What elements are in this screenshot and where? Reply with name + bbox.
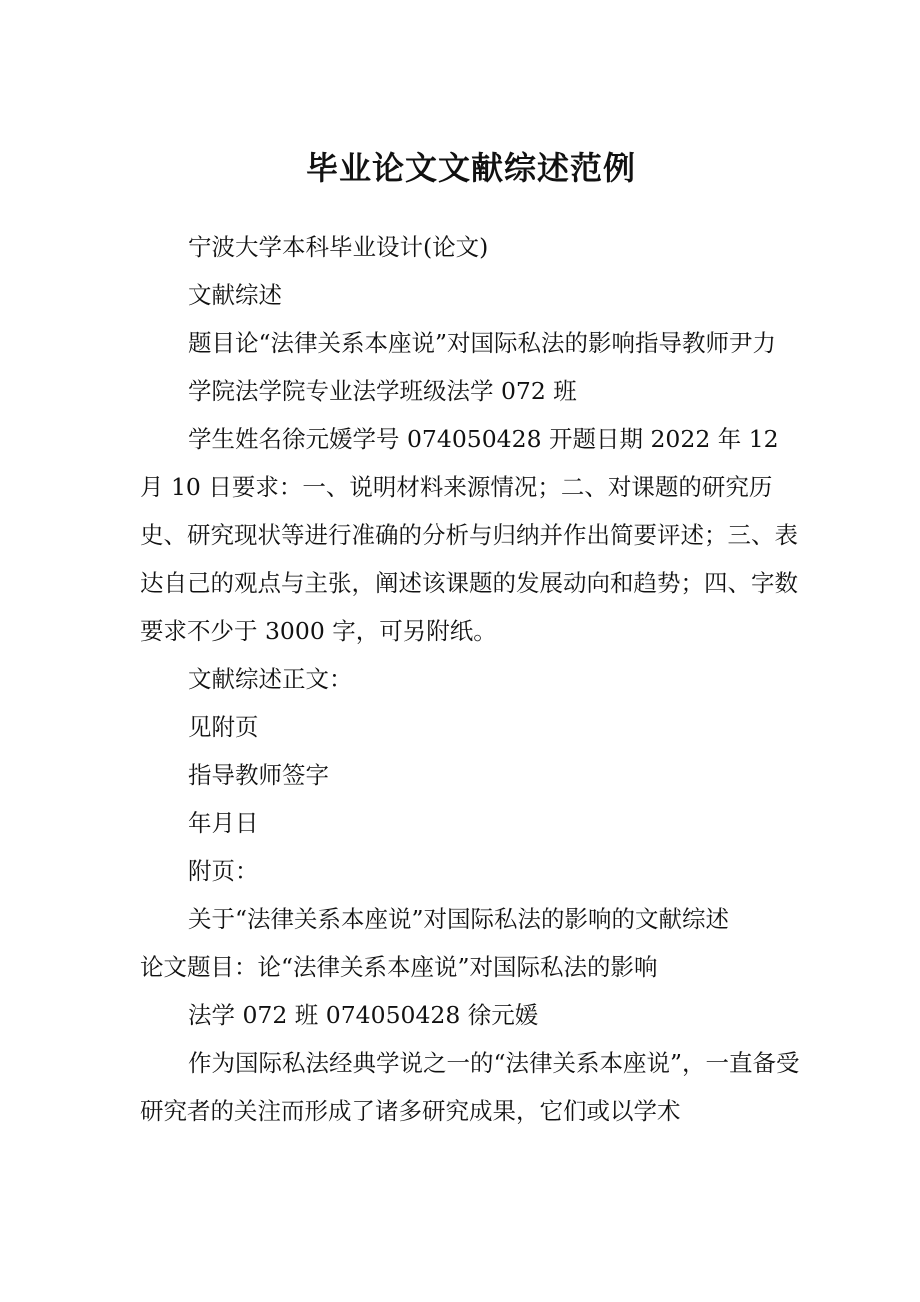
paragraph-topic-advisor: 题目论“法律关系本座说”对国际私法的影响指导教师尹力 <box>188 329 777 357</box>
paragraph-intro-text: 作为国际私法经典学说之一的“法律关系本座说”，一直备受研究者的关注而形成了诸多研究成果，它们或以学术 <box>140 1049 800 1125</box>
paragraph-attachment-label: 附页： <box>188 857 259 885</box>
paragraph-see-attached: 见附页 <box>188 713 259 741</box>
paragraph-university-title: 宁波大学本科毕业设计(论文) <box>188 233 489 261</box>
paragraph-date-line: 年月日 <box>188 809 259 837</box>
paragraph-section-label: 文献综述 <box>188 281 282 309</box>
paragraph-student-requirements: 学生姓名徐元媛学号 074050428 开题日期 2022 年 12 月 10 日要求：一、说明材料来源情况；二、对课题的研究历史、研究现状等进行准确的分析与归纳并作出简要评述；三、表达自己的观点与主张，阐述该课题的发展动向和趋势；四、字数要求不少于 3000 字，可另附纸。 <box>140 425 798 645</box>
paragraph-advisor-signature: 指导教师签字 <box>188 761 329 789</box>
document-body <box>140 223 802 1135</box>
paragraph-author-line: 法学 072 班 074050428 徐元媛 <box>188 1001 539 1029</box>
paragraph-school-major-class: 学院法学院专业法学班级法学 072 班 <box>188 377 577 405</box>
paragraph-thesis-title: 论文题目：论“法律关系本座说”对国际私法的影响 <box>140 953 658 981</box>
paragraph-body-label: 文献综述正文： <box>188 665 353 693</box>
document-title: 毕业论文文献综述范例 <box>305 149 636 187</box>
paragraph-review-heading: 关于“法律关系本座说”对国际私法的影响的文献综述 <box>188 905 730 933</box>
